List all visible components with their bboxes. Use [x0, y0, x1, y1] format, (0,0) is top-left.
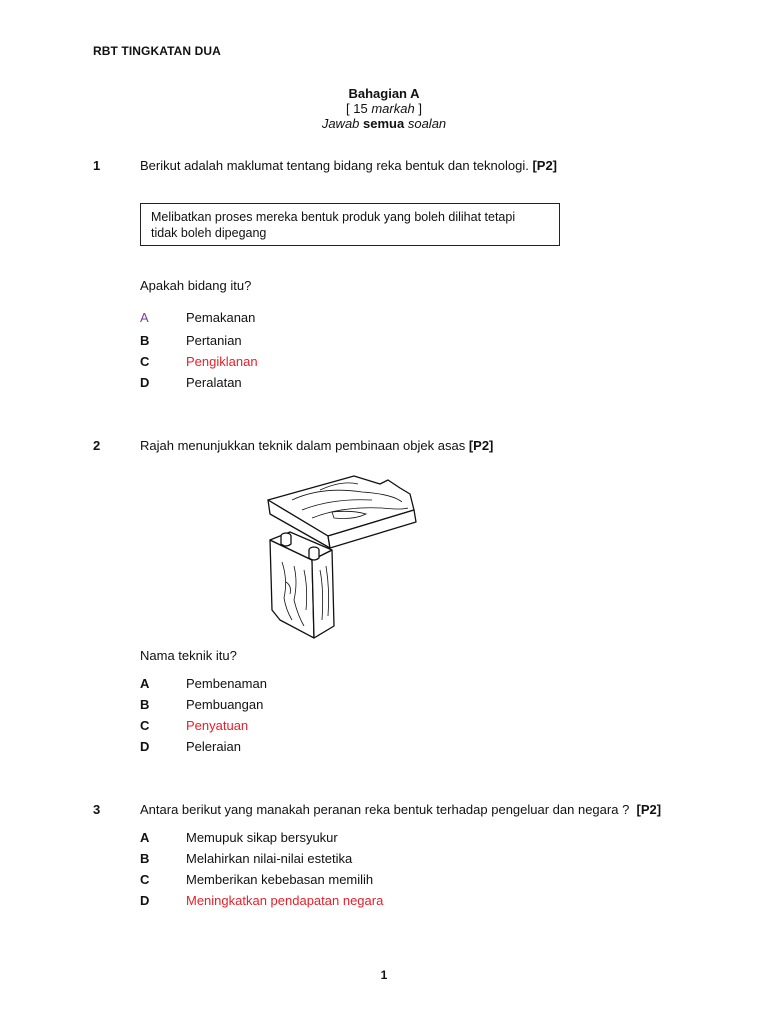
question-text: Berikut adalah maklumat tentang bidang reka bentuk dan teknologi. [P2] — [140, 158, 558, 173]
section-marks: [ 15 markah ] — [346, 101, 422, 116]
question-text: Rajah menunjukkan teknik dalam pembinaan objek asas [P2] — [140, 438, 494, 453]
option-text-a[interactable]: Pembenaman — [186, 676, 267, 691]
option-letter-d[interactable]: D — [140, 893, 150, 908]
option-text-b[interactable]: Pembuangan — [186, 697, 264, 712]
option-letter-b[interactable]: B — [140, 697, 150, 712]
option-letter-c[interactable]: C — [140, 354, 150, 369]
option-text-b[interactable]: Melahirkan nilai-nilai estetika — [186, 851, 353, 866]
question-prompt: Apakah bidang itu? — [140, 278, 252, 293]
option-text-d[interactable]: Meningkatkan pendapatan negara — [186, 893, 384, 908]
info-box — [140, 203, 560, 246]
info-box-line: Melibatkan proses mereka bentuk produk yang boleh dilihat tetapi — [151, 210, 516, 224]
option-letter-c[interactable]: C — [140, 872, 150, 887]
option-text-a[interactable]: Pemakanan — [186, 310, 256, 325]
option-text-c[interactable]: Penyatuan — [186, 718, 249, 733]
info-box-line: tidak boleh dipegang — [151, 226, 267, 240]
document-header: RBT TINGKATAN DUA — [93, 44, 221, 58]
question-number: 2 — [93, 438, 101, 453]
option-text-a[interactable]: Memupuk sikap bersyukur — [186, 830, 338, 845]
wooden-joint-figure — [262, 470, 420, 640]
wooden-dowel-joint-icon — [262, 470, 420, 640]
page-number: 1 — [380, 968, 388, 982]
option-text-d[interactable]: Peleraian — [186, 739, 241, 754]
section-instruction: Jawab semua soalan — [321, 116, 447, 131]
option-letter-a[interactable]: A — [140, 310, 149, 325]
question-prompt: Nama teknik itu? — [140, 648, 237, 663]
question-text: Antara berikut yang manakah peranan reka bentuk terhadap pengeluar dan negara ? [P2] — [140, 802, 662, 817]
option-text-d[interactable]: Peralatan — [186, 375, 242, 390]
option-text-c[interactable]: Pengiklanan — [186, 354, 258, 369]
section-title: Bahagian A — [348, 86, 420, 101]
option-letter-b[interactable]: B — [140, 851, 150, 866]
option-letter-a[interactable]: A — [140, 676, 150, 691]
option-letter-d[interactable]: D — [140, 739, 150, 754]
option-text-c[interactable]: Memberikan kebebasan memilih — [186, 872, 374, 887]
option-letter-c[interactable]: C — [140, 718, 150, 733]
option-letter-b[interactable]: B — [140, 333, 150, 348]
option-letter-a[interactable]: A — [140, 830, 150, 845]
question-number: 3 — [93, 802, 101, 817]
option-text-b[interactable]: Pertanian — [186, 333, 242, 348]
option-letter-d[interactable]: D — [140, 375, 150, 390]
question-number: 1 — [93, 158, 101, 173]
